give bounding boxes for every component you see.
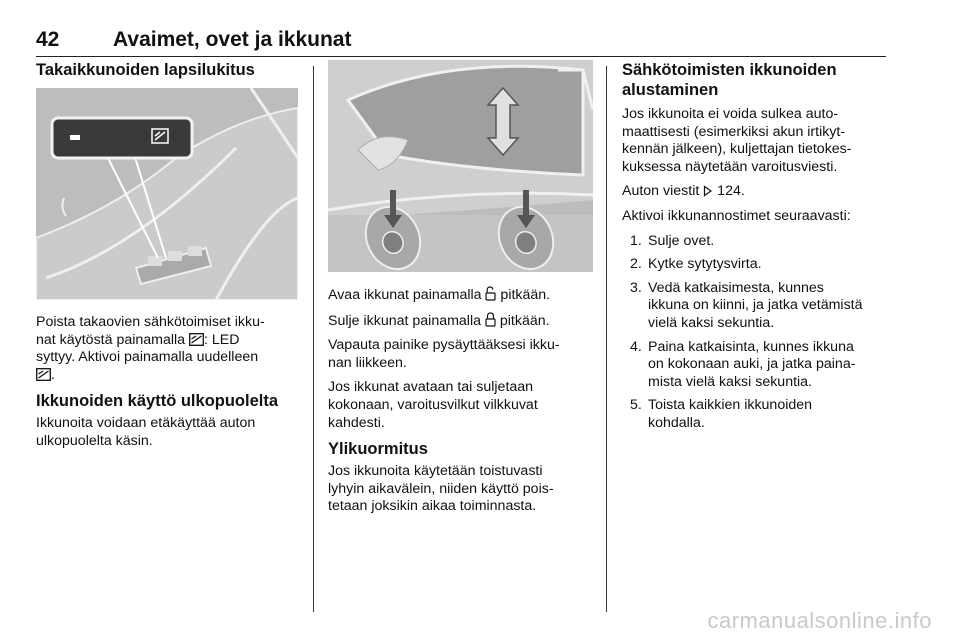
section-heading-remote-window: Ikkunoiden käyttö ulkopuolelta	[36, 392, 279, 411]
step-item	[622, 280, 887, 333]
init-intro	[622, 106, 887, 176]
key-unlock-icon	[485, 286, 496, 301]
close-windows-instruction	[328, 312, 593, 331]
text-line: nan liikkeen.	[328, 354, 407, 371]
open-windows-instruction	[328, 286, 593, 305]
column-1	[36, 60, 298, 458]
text-line: Vapauta painike pysäyttääksesi ikku-	[328, 337, 560, 354]
text-line: Ikkunoita voidaan etäkäyttää auton	[36, 415, 256, 432]
column-divider	[606, 66, 607, 612]
step-text-line: Toista kaikkien ikkunoiden	[648, 397, 813, 414]
child-window-lock-icon	[189, 333, 204, 346]
step-number: 5.	[630, 397, 642, 414]
text-line: pitkään.	[495, 312, 550, 329]
text-line: Jos ikkunoita käytetään toistuvasti	[328, 463, 543, 480]
watermark: carmanualsonline.info	[707, 608, 932, 633]
text-line: kennän jälkeen), kuljettajan tietokes-	[622, 141, 852, 158]
page-title: Avaimet, ovet ja ikkunat	[113, 28, 352, 51]
step-number: 3.	[630, 279, 642, 296]
column-2	[328, 60, 593, 523]
text-line: nat käytöstä painamalla	[36, 331, 190, 348]
page-header	[36, 26, 886, 57]
step-item	[622, 397, 887, 432]
text-line: kuksessa näytetään varoitusviesti.	[622, 158, 838, 175]
text-line: tetaan joksikin aikaa toiminnasta.	[328, 498, 537, 515]
column-3	[622, 60, 887, 439]
heading-line: alustaminen	[622, 81, 719, 99]
child-window-lock-icon	[36, 368, 51, 381]
step-text-line: vielä kaksi sekuntia.	[648, 314, 775, 331]
text-line: kokonaan, varoitusvilkut vilkkuvat	[328, 396, 538, 413]
text-line: maattisesti (esimerkiksi akun irtikyt-	[622, 123, 846, 140]
text-line: Jos ikkunat avataan tai suljetaan	[328, 379, 534, 396]
remote-window-intro	[36, 415, 298, 450]
activation-intro: Aktivoi ikkunannostimet seuraavasti:	[622, 207, 851, 224]
text-line: : LED	[204, 331, 240, 348]
text-line: syttyy. Aktivoi painamalla uudelleen	[36, 349, 259, 366]
page-reference: 124.	[713, 183, 745, 200]
step-number: 4.	[630, 338, 642, 355]
text-line: lyhyin aikavälein, niiden käyttö pois-	[328, 480, 554, 497]
car-window-key-drawing	[328, 60, 593, 272]
text-line: pitkään.	[496, 287, 551, 303]
step-text-line: Paina katkaisinta, kunnes ikkuna	[648, 338, 854, 355]
text-line: kahdesti.	[328, 414, 385, 431]
step-number: 2.	[630, 256, 642, 273]
text-line: Avaa ikkunat painamalla	[328, 287, 486, 303]
section-heading-window-init	[622, 60, 887, 100]
section-heading-child-lock: Takaikkunoiden lapsilukitus	[36, 61, 255, 79]
column-divider	[313, 66, 314, 612]
step-text-line: ikkuna on kiinni, ja jatka vetämistä	[648, 297, 863, 314]
step-text-line: Vedä katkaisimesta, kunnes	[648, 279, 824, 296]
text-line: Sulje ikkunat painamalla	[328, 312, 485, 329]
child-lock-instructions	[36, 314, 298, 384]
page-number: 42	[36, 28, 60, 51]
steps-list	[622, 233, 887, 433]
step-item	[622, 256, 887, 274]
step-text-line: Kytke sytytysvirta.	[648, 256, 762, 273]
text-line: ulkopuolelta käsin.	[36, 432, 153, 449]
vehicle-messages-reference	[622, 183, 887, 201]
text-line: Poista takaovien sähkötoimiset ikku-	[36, 314, 265, 330]
overload-text	[328, 463, 593, 516]
step-text-line: mista vielä kaksi sekuntia.	[648, 373, 813, 390]
heading-line: Sähkötoimisten ikkunoiden	[622, 61, 837, 79]
step-number: 1.	[630, 232, 642, 249]
step-text-line: on kokonaan auki, ja jatka paina-	[648, 356, 856, 373]
step-text-line: Sulje ovet.	[648, 232, 715, 249]
step-item	[622, 233, 887, 251]
key-lock-icon	[485, 312, 496, 327]
remote-window-illustration	[328, 60, 593, 272]
step-text-line: kohdalla.	[648, 414, 705, 431]
page-reference-arrow-icon	[703, 185, 713, 197]
section-heading-overload: Ylikuormitus	[328, 440, 428, 459]
text-line: Jos ikkunoita ei voida sulkea auto-	[622, 106, 839, 122]
stop-window-instruction	[328, 337, 593, 372]
step-item	[622, 339, 887, 392]
text-line: .	[51, 366, 55, 383]
door-panel-drawing	[36, 88, 298, 300]
door-panel-illustration	[36, 88, 298, 300]
text-line: Auton viestit	[622, 183, 704, 200]
hazard-lights-note	[328, 379, 593, 432]
